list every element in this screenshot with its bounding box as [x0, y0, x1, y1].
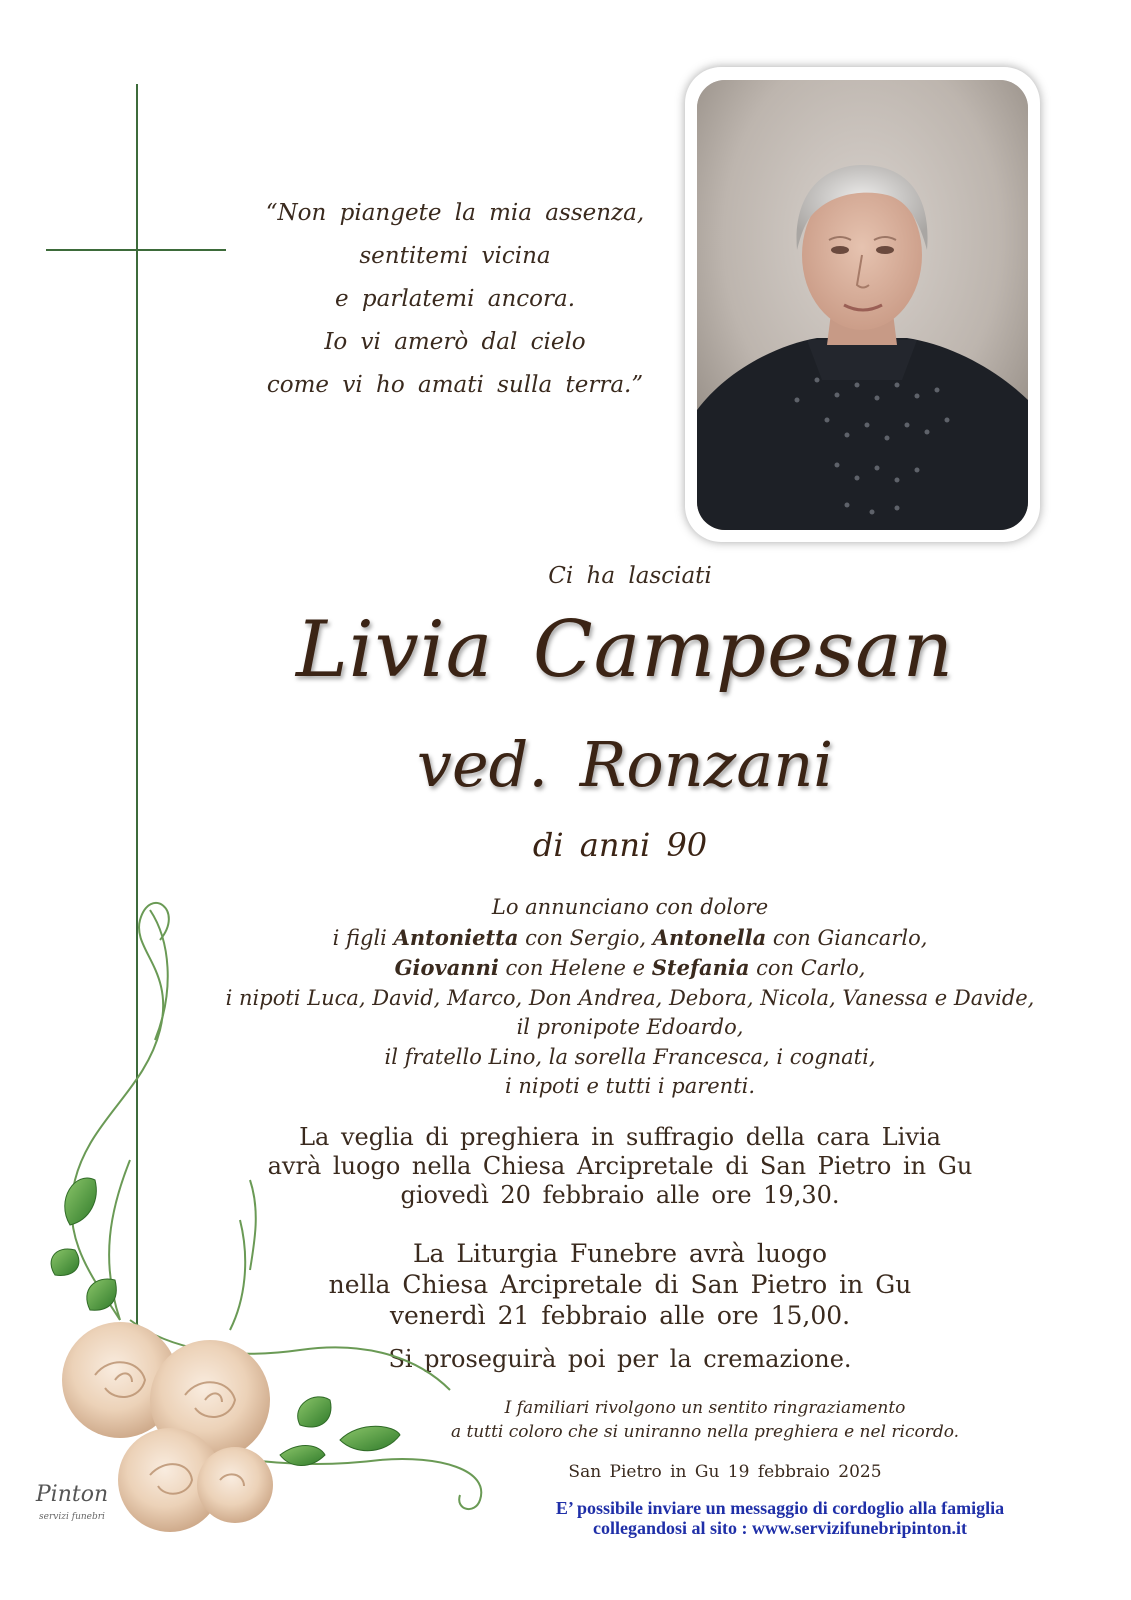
child-name: Antonella	[652, 924, 767, 950]
deceased-age: di anni 90	[532, 826, 708, 864]
deceased-married-name: ved. Ronzani	[416, 728, 834, 801]
funeral-line: nella Chiesa Arcipretale di San Pietro in Gu	[328, 1270, 912, 1299]
place-and-date: San Pietro in Gu 19 febbraio 2025	[568, 1462, 882, 1482]
funeral-line: venerdì 21 febbraio alle ore 15,00.	[389, 1301, 851, 1330]
quote-line: come vi ho amati sulla terra.”	[266, 372, 644, 398]
quote-line: “Non piangete la mia assenza,	[265, 200, 645, 226]
child-name: Antonietta	[393, 924, 519, 950]
cremation-note: Si proseguirà poi per la cremazione.	[388, 1345, 852, 1373]
memorial-quote	[240, 192, 670, 407]
child-name: Giovanni	[394, 955, 499, 980]
condolence-line: E’ possibile inviare un messaggio di cordoglio alla famiglia	[555, 1498, 1005, 1518]
vigil-line: La veglia di preghiera in suffragio della cara Livia	[299, 1123, 941, 1151]
cross-horizontal-bar	[46, 249, 226, 251]
vigil-line: avrà luogo nella Chiesa Arcipretale di San Pietro in Gu	[267, 1152, 973, 1180]
thanks-line: I familiari rivolgono un sentito ringraziamento	[504, 1398, 906, 1418]
intro-text: Ci ha lasciati	[548, 563, 712, 589]
funeral-line: La Liturgia Funebre avrà luogo	[412, 1239, 828, 1268]
pinton-logo: Pinton	[35, 1482, 109, 1507]
family-text: con Giancarlo,	[766, 925, 928, 950]
family-text: i figli	[332, 925, 394, 950]
child-name: Stefania	[651, 955, 750, 980]
portrait-illustration	[697, 80, 1028, 530]
portrait-photo	[697, 80, 1028, 530]
family-text: con Carlo,	[749, 956, 866, 980]
condolence-link[interactable]: collegandosi al sito : www.servizifunebripinton.it	[592, 1518, 967, 1538]
thanks-line: a tutti coloro che si uniranno nella preghiera e nel ricordo.	[450, 1422, 960, 1442]
pinton-logo-subtitle: servizi funebri	[39, 1512, 105, 1522]
condolence-note	[480, 1498, 1080, 1538]
quote-line: e parlatemi ancora.	[334, 286, 576, 312]
family-line: il pronipote Edoardo,	[516, 1015, 744, 1039]
deceased-name: Livia Campesan	[295, 605, 955, 695]
family-text: con Helene e	[498, 956, 652, 980]
family-text: con Sergio,	[518, 925, 653, 950]
quote-line: Io vi amerò dal cielo	[324, 329, 586, 355]
family-line: il fratello Lino, la sorella Francesca, i cognati,	[384, 1044, 876, 1069]
family-line: i nipoti e tutti i parenti.	[504, 1074, 756, 1098]
quote-line: sentitemi vicina	[359, 243, 551, 269]
family-line: i nipoti Luca, David, Marco, Don Andrea, Debora, Nicola, Vanessa e Davide,	[225, 985, 1035, 1010]
family-line: Lo annunciano con dolore	[491, 895, 769, 919]
vigil-line: giovedì 20 febbraio alle ore 19,30.	[400, 1181, 840, 1209]
